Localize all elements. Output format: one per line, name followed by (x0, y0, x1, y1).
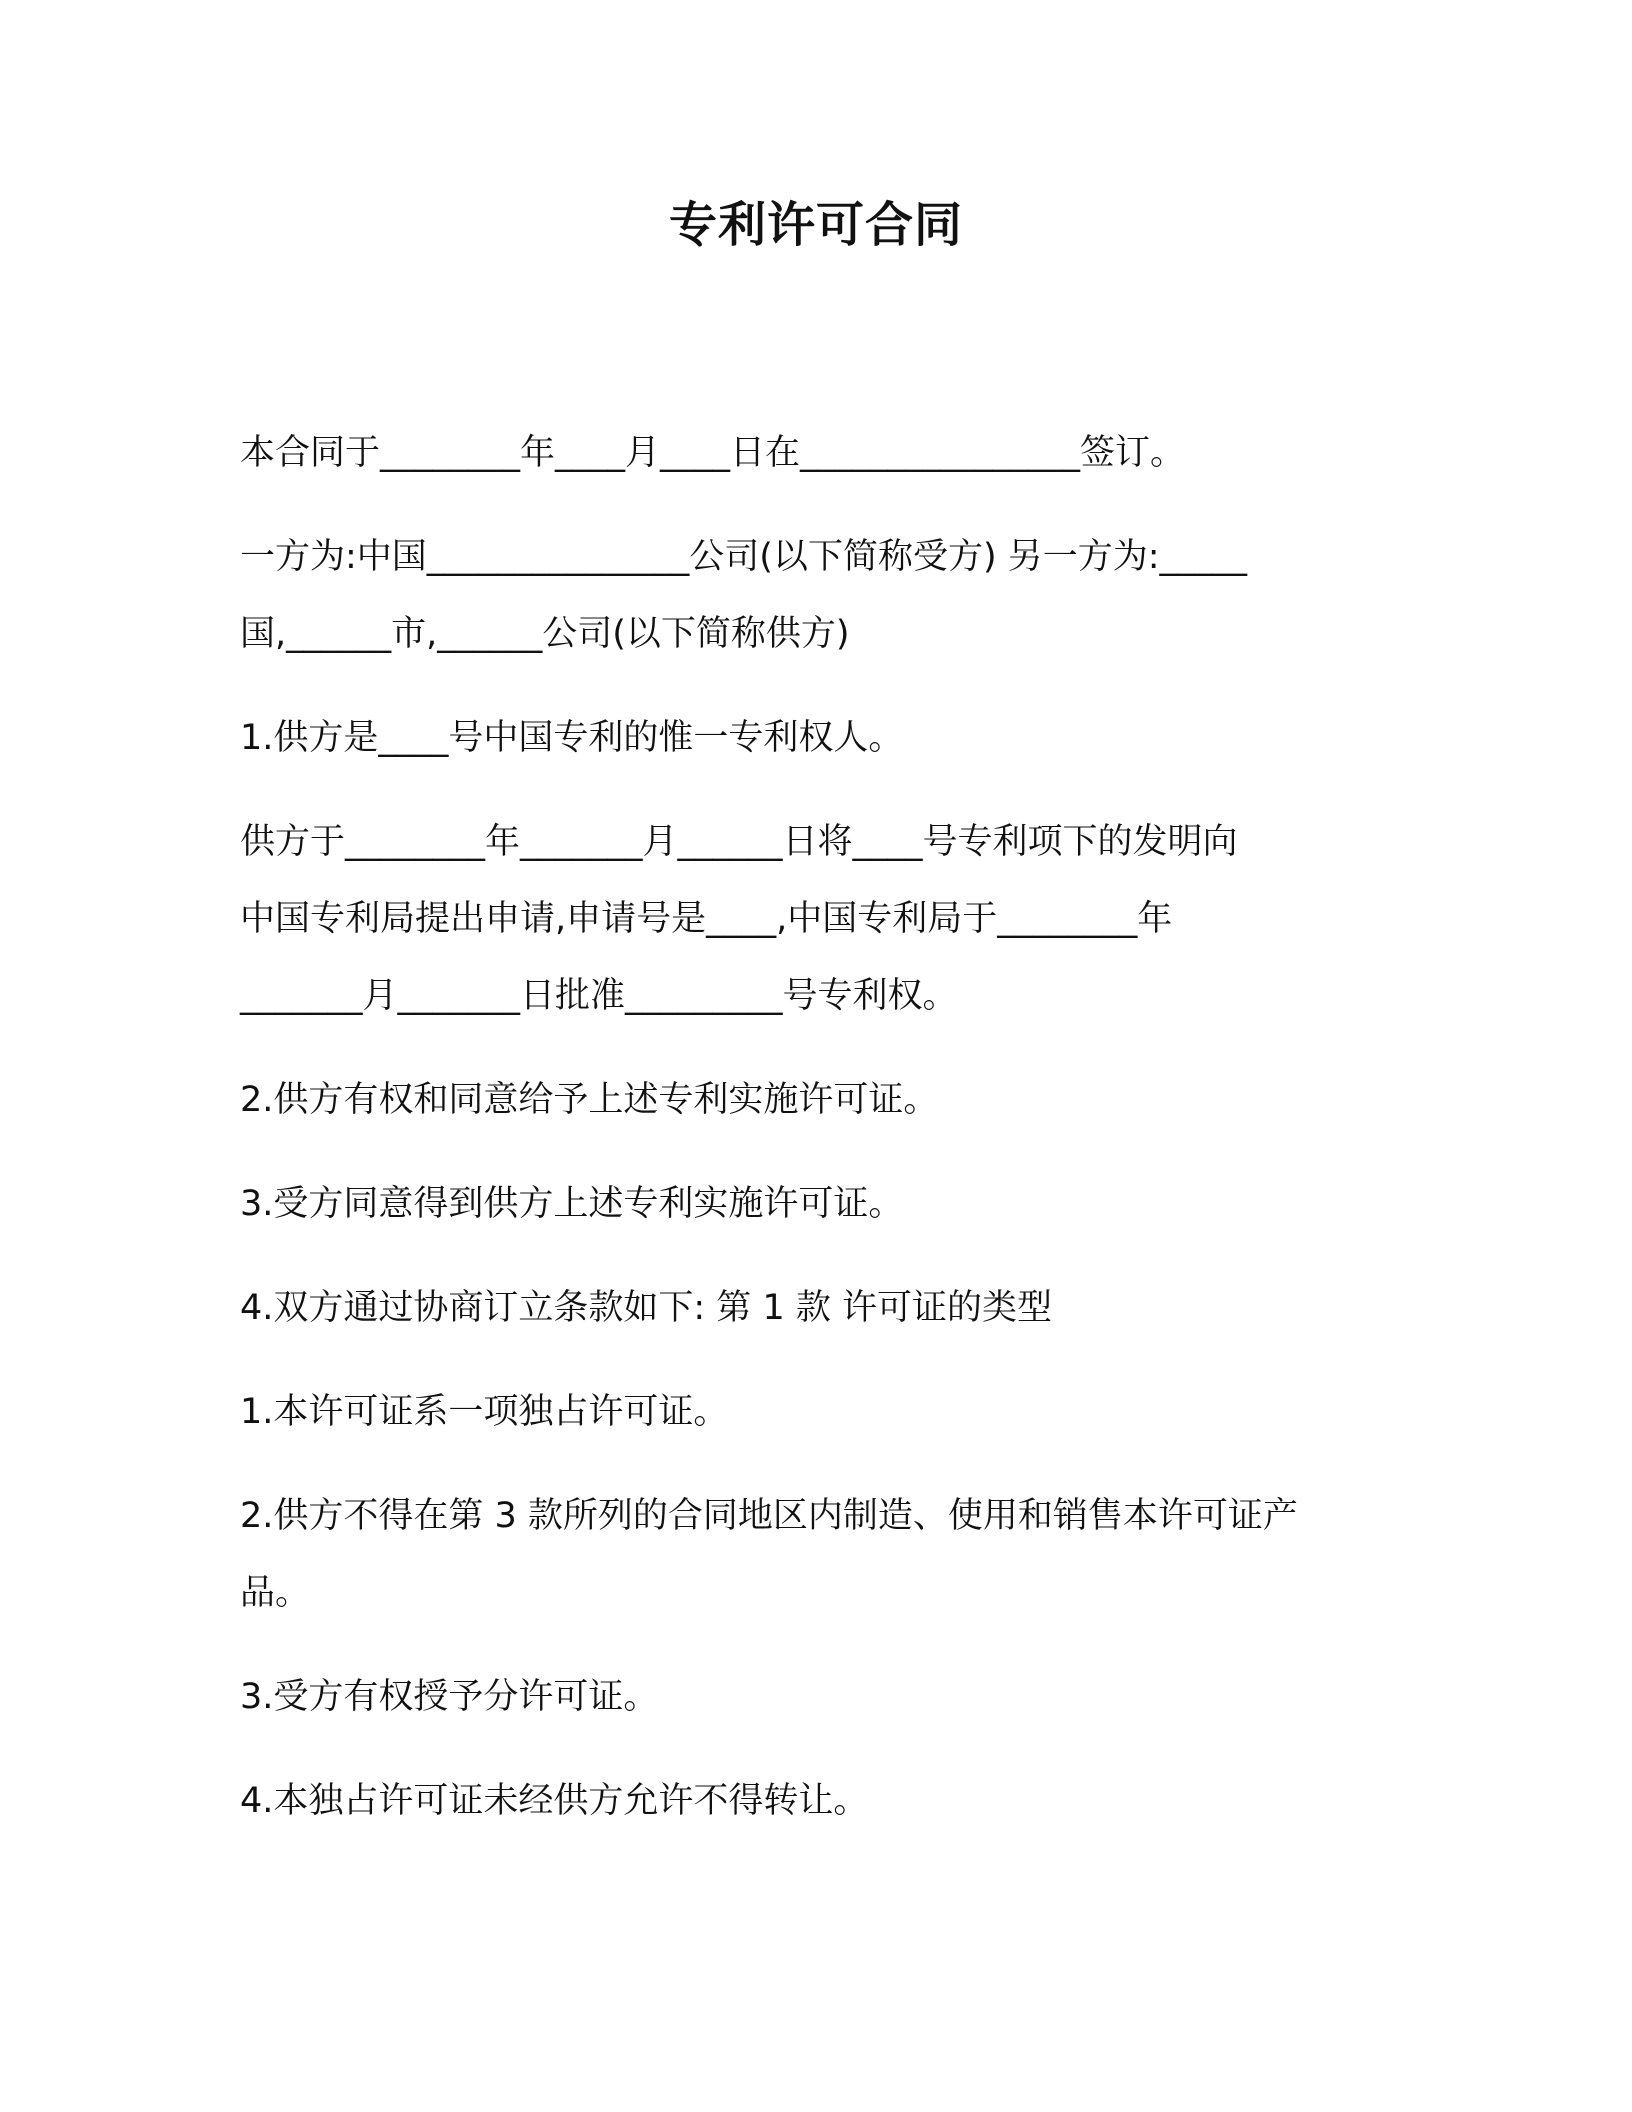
paragraph-parties: 一方为:中国_______________公司(以下简称受方) 另一方为:_____ 国,______市,______公司(以下简称供方) (240, 537, 1248, 654)
document-title: 专利许可合同 (668, 197, 963, 253)
paragraph-patent-application: 供方于________年_______月______日将____号专利项下的发明向 中国专利局提出申请,申请号是____,中国专利局于________年 _______月_______日批准_________号专利权。 (240, 822, 1238, 1016)
paragraph-patentee: 1.供方是____号中国专利的惟一专利权人。 (240, 718, 904, 758)
paragraph-receiver-agree: 3.受方同意得到供方上述专利实施许可证。 (240, 1184, 904, 1224)
paragraph-no-transfer: 4.本独占许可证未经供方允许不得转让。 (240, 1781, 869, 1821)
paragraph-supplier-right: 2.供方有权和同意给予上述专利实施许可证。 (240, 1080, 939, 1120)
paragraph-territory: 2.供方不得在第 3 款所列的合同地区内制造、使用和销售本许可证产 品。 (240, 1496, 1298, 1613)
paragraph-signing-date: 本合同于________年____月____日在________________签订。 (240, 433, 1186, 473)
paragraph-exclusive-license: 1.本许可证系一项独占许可证。 (240, 1392, 729, 1432)
document-body (240, 415, 1400, 1840)
paragraph-sublicense: 3.受方有权授予分许可证。 (240, 1677, 659, 1717)
paragraph-terms-heading: 4.双方通过协商订立条款如下: 第 1 款 许可证的类型 (240, 1288, 1052, 1328)
